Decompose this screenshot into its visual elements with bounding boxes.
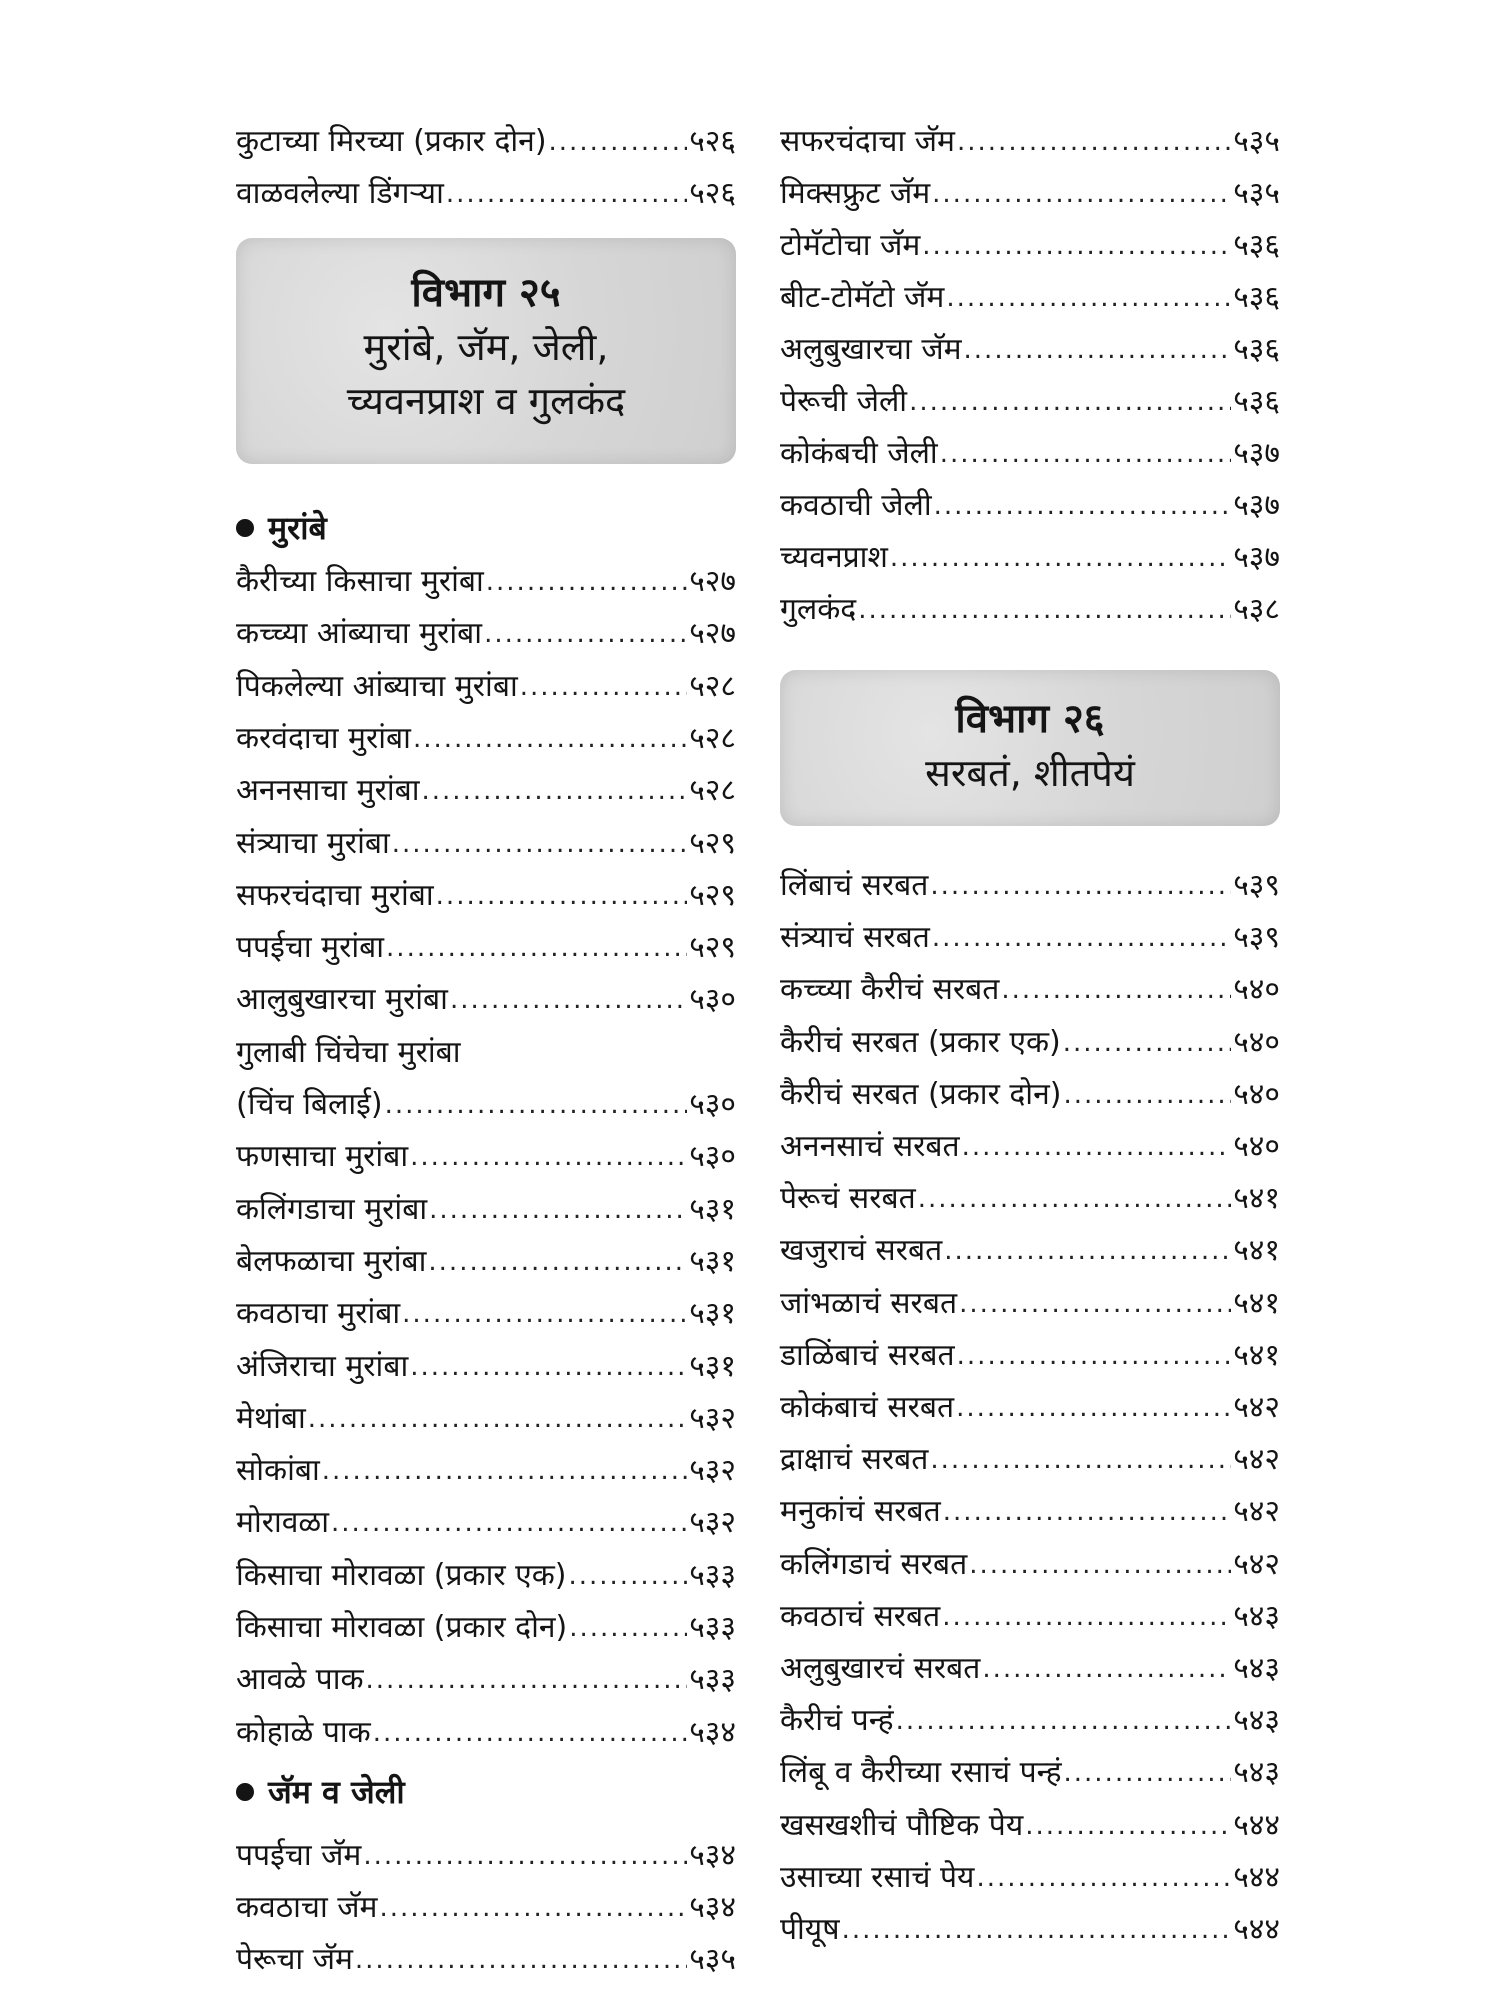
entry-title: कोकंबची जेली (780, 436, 938, 471)
toc-entry (780, 108, 1280, 160)
entry-title: सफरचंदाचा जॅम (780, 124, 955, 159)
entry-page-number: ५३६ (1233, 280, 1280, 315)
entry-title: द्राक्षाचं सरबत (780, 1442, 929, 1478)
entry-page-number: ५३२ (689, 1505, 736, 1541)
dot-leader (450, 982, 687, 1018)
toc-entry (780, 1635, 1280, 1687)
entry-title: खसखशीचं पौष्टिक पेय (780, 1807, 1024, 1843)
toc-entry (236, 653, 736, 705)
entry-page-number: ५३० (689, 1139, 736, 1175)
toc-entry (236, 1123, 736, 1175)
toc-entry (780, 1792, 1280, 1844)
section-heading: विभाग २६ (955, 696, 1105, 742)
toc-entry (780, 316, 1280, 368)
entry-title: पपईचा जॅम (236, 1838, 362, 1873)
dot-leader (940, 436, 1231, 472)
entry-page-number: ५३५ (689, 1942, 736, 1977)
entry-page-number: ५३० (689, 1087, 736, 1122)
dot-leader (355, 1942, 687, 1978)
dot-leader (392, 826, 687, 862)
dot-leader (956, 1390, 1231, 1426)
toc-entry (236, 1071, 736, 1123)
entry-page-number: ५२९ (689, 877, 736, 913)
entry-title: मोरावळा (236, 1505, 329, 1541)
section-box-26 (780, 670, 1280, 826)
entry-title: अननसाचं सरबत (780, 1129, 960, 1164)
dot-leader (944, 1233, 1231, 1269)
entry-title: मिक्सफ्रुट जॅम (780, 176, 931, 211)
toc-entry (236, 966, 736, 1018)
entry-title: बीट-टोमॅटो जॅम (780, 280, 945, 315)
entry-page-number: ५३७ (1233, 488, 1280, 523)
entry-page-number: ५३८ (1233, 592, 1280, 627)
section-heading: विभाग २५ (411, 270, 561, 316)
entry-page-number: ५४० (1233, 972, 1280, 1008)
dot-leader (402, 1296, 687, 1332)
subheading-jam-jelly (236, 1770, 405, 1813)
toc-entry (780, 160, 1280, 212)
entry-page-number: ५२९ (689, 930, 736, 966)
entry-title: संत्र्याचं सरबत (780, 920, 930, 956)
entry-page-number: ५२६ (689, 176, 736, 211)
entry-page-number: ५४२ (1233, 1546, 1280, 1582)
entry-title: कैरीच्या किसाचा मुरांबा (236, 564, 484, 599)
entry-page-number: ५३२ (689, 1400, 736, 1436)
toc-entry (236, 1594, 736, 1646)
entry-title: पिकलेल्या आंब्याचा मुरांबा (236, 668, 518, 704)
entry-page-number: ५२८ (689, 773, 736, 809)
entry-page-number: ५४० (1233, 1024, 1280, 1060)
dot-leader (932, 176, 1231, 212)
toc-entry (780, 264, 1280, 316)
toc-entry (780, 1844, 1280, 1896)
entry-title: बेलफळाचा मुरांबा (236, 1243, 427, 1279)
dot-leader (363, 1838, 687, 1874)
dot-leader (386, 930, 687, 966)
entry-page-number: ५३१ (689, 1296, 736, 1332)
entry-title: कच्च्या कैरीचं सरबत (780, 972, 1000, 1008)
entry-page-number: ५२७ (689, 564, 736, 599)
toc-entry (236, 1646, 736, 1698)
toc-entry (236, 1822, 736, 1874)
entry-page-number: ५४३ (1233, 1703, 1280, 1739)
dot-leader (410, 1139, 687, 1175)
toc-entry (780, 1583, 1280, 1635)
dot-leader (484, 616, 687, 652)
dot-leader (379, 1890, 687, 1926)
entry-title: कुटाच्या मिरच्या (प्रकार दोन) (236, 124, 547, 159)
entry-title: पेरूचं सरबत (780, 1181, 916, 1217)
toc-entry (236, 1437, 736, 1489)
toc-entry (780, 1739, 1280, 1791)
dot-leader (436, 878, 688, 914)
entry-page-number: ५४१ (1233, 1285, 1280, 1321)
toc-entry (780, 956, 1280, 1008)
toc-entry (780, 1113, 1280, 1165)
entry-page-number: ५४१ (1233, 1181, 1280, 1217)
section-title-line: मुरांबे, जॅम, जेली, (363, 325, 609, 369)
bullet-icon (236, 519, 254, 537)
entry-title: करवंदाचा मुरांबा (236, 720, 411, 756)
entry-page-number: ५३३ (689, 1610, 736, 1645)
entry-title: कलिंगडाचं सरबत (780, 1546, 968, 1582)
toc-entry (780, 576, 1280, 628)
toc-entry (236, 160, 736, 212)
entry-title: डाळिंबाचं सरबत (780, 1337, 955, 1373)
toc-entry (236, 600, 736, 652)
entry-title: कवठाचा मुरांबा (236, 1296, 401, 1332)
dot-leader (922, 228, 1231, 264)
toc-entry (780, 852, 1280, 904)
toc-entry (236, 862, 736, 914)
entry-page-number: ५३० (689, 982, 736, 1018)
entry-title: खजुराचं सरबत (780, 1233, 943, 1269)
entry-page-number: ५२७ (689, 616, 736, 652)
dot-leader (934, 488, 1232, 524)
entry-title: कोकंबाचं सरबत (780, 1390, 955, 1425)
section-title-line: सरबतं, शीतपेयं (925, 751, 1135, 795)
entry-page-number: ५४२ (1233, 1390, 1280, 1425)
dot-leader (842, 1912, 1232, 1948)
toc-entry (780, 1531, 1280, 1583)
toc-entry (780, 524, 1280, 576)
entry-page-number: ५३१ (689, 1243, 736, 1279)
dot-leader (943, 1494, 1231, 1530)
toc-entry (780, 1165, 1280, 1217)
toc-entry (780, 1322, 1280, 1374)
dot-leader (446, 176, 687, 212)
dot-leader (385, 1087, 688, 1123)
dot-leader (422, 773, 688, 809)
entry-title: पेरूची जेली (780, 384, 908, 419)
entry-title: अननसाचा मुरांबा (236, 773, 420, 809)
dot-leader (858, 592, 1231, 628)
entry-title: (चिंच बिलाई) (236, 1087, 383, 1122)
toc-entry (236, 548, 736, 600)
dot-leader (410, 1349, 687, 1385)
entry-title: संत्र्याचा मुरांबा (236, 825, 390, 861)
entry-page-number: ५४१ (1233, 1337, 1280, 1373)
entry-title: आवळे पाक (236, 1662, 364, 1698)
toc-entry (236, 705, 736, 757)
toc-entry (780, 1009, 1280, 1061)
dot-leader (959, 1286, 1231, 1322)
dot-leader (520, 669, 687, 705)
subheading-label: मुरांबे (268, 509, 327, 547)
entry-page-number: ५३६ (1233, 228, 1280, 263)
dot-leader (1025, 1808, 1231, 1844)
entry-title: गुलाबी चिंचेचा मुरांबा (236, 1034, 461, 1070)
entry-title: टोमॅटोचा जॅम (780, 228, 921, 263)
toc-entry (780, 1374, 1280, 1426)
entry-page-number: ५३६ (1233, 332, 1280, 367)
toc-entry (780, 368, 1280, 420)
toc-entry (236, 1874, 736, 1926)
subheading-label: जॅम व जेली (268, 1773, 405, 1811)
toc-entry (236, 914, 736, 966)
toc-entry (236, 1542, 736, 1594)
entry-page-number: ५२६ (689, 124, 736, 159)
entry-page-number: ५३२ (689, 1453, 736, 1489)
dot-leader (413, 721, 687, 757)
dot-leader (964, 332, 1232, 368)
entry-page-number: ५३६ (1233, 384, 1280, 419)
entry-title: अंजिराचा मुरांबा (236, 1348, 409, 1384)
dot-leader (1064, 1755, 1232, 1791)
entry-page-number: ५४४ (1233, 1807, 1280, 1843)
entry-title: मेथांबा (236, 1400, 306, 1436)
entry-title: किसाचा मोरावळा (प्रकार एक) (236, 1557, 567, 1593)
dot-leader (322, 1453, 687, 1489)
dot-leader (549, 124, 688, 160)
entry-page-number: ५२८ (689, 720, 736, 756)
entry-title: फणसाचा मुरांबा (236, 1139, 409, 1175)
dot-leader (486, 564, 687, 600)
toc-entry (780, 904, 1280, 956)
toc-entry (780, 1478, 1280, 1530)
entry-title: अलुबुखारचा जॅम (780, 332, 962, 367)
entry-title: कवठाची जेली (780, 488, 932, 523)
entry-page-number: ५३९ (1233, 868, 1280, 903)
dot-leader (976, 1860, 1231, 1896)
toc-entry (236, 1280, 736, 1332)
entry-page-number: ५४४ (1233, 1912, 1280, 1947)
dot-leader (932, 920, 1231, 956)
dot-leader (429, 1192, 687, 1228)
dot-leader (957, 1338, 1232, 1374)
entry-title: कवठाचं सरबत (780, 1598, 941, 1634)
toc-entry (236, 1926, 736, 1978)
dot-leader (366, 1662, 688, 1698)
entry-title: कैरीचं पन्हं (780, 1703, 894, 1739)
toc-entry (780, 1270, 1280, 1322)
entry-page-number: ५३७ (1233, 540, 1280, 575)
entry-title: पपईचा मुरांबा (236, 930, 385, 966)
section-title-line: च्यवनप्राश व गुलकंद (346, 379, 626, 423)
entry-page-number: ५२८ (689, 668, 736, 704)
dot-leader (1001, 972, 1231, 1008)
entry-title: कच्च्या आंब्याचा मुरांबा (236, 616, 483, 652)
entry-title: सोकांबा (236, 1453, 320, 1489)
dot-leader (969, 1547, 1231, 1583)
entry-title: वाळवलेल्या डिंगऱ्या (236, 176, 444, 211)
entry-page-number: ५४२ (1233, 1442, 1280, 1478)
toc-entry (780, 1426, 1280, 1478)
entry-page-number: ५४४ (1233, 1859, 1280, 1895)
entry-title: कोहाळे पाक (236, 1714, 371, 1750)
entry-title: कवठाचा जॅम (236, 1890, 378, 1925)
toc-entry (780, 420, 1280, 472)
toc-entry (236, 1019, 736, 1071)
entry-title: लिंबाचं सरबत (780, 868, 929, 903)
entry-title: आलुबुखारचा मुरांबा (236, 982, 448, 1018)
entry-page-number: ५३४ (689, 1890, 736, 1925)
dot-leader (957, 124, 1231, 160)
toc-entry (236, 1699, 736, 1751)
dot-leader (930, 868, 1231, 904)
toc-entry (236, 810, 736, 862)
toc-entry (780, 1896, 1280, 1948)
dot-leader (946, 280, 1231, 316)
entry-page-number: ५४३ (1233, 1651, 1280, 1686)
toc-entry (236, 108, 736, 160)
entry-title: लिंबू व कैरीच्या रसाचं पन्हं (780, 1755, 1062, 1791)
dot-leader (982, 1651, 1231, 1687)
entry-title: कैरीचं सरबत (प्रकार दोन) (780, 1076, 1062, 1112)
toc-entry (236, 1385, 736, 1437)
entry-title: उसाच्या रसाचं पेय (780, 1859, 975, 1895)
entry-page-number: ५४३ (1233, 1598, 1280, 1634)
dot-leader (569, 1610, 687, 1646)
entry-page-number: ५४२ (1233, 1494, 1280, 1530)
bullet-icon (236, 1783, 254, 1801)
toc-entry (780, 472, 1280, 524)
dot-leader (909, 384, 1231, 420)
entry-page-number: ५३९ (1233, 920, 1280, 956)
subheading-murambe (236, 506, 327, 549)
entry-page-number: ५३५ (1233, 176, 1280, 211)
entry-title: कैरीचं सरबत (प्रकार एक) (780, 1024, 1061, 1060)
toc-entry (236, 1176, 736, 1228)
toc-entry (780, 1061, 1280, 1113)
entry-page-number: ५३५ (1233, 124, 1280, 159)
dot-leader (1063, 1025, 1231, 1061)
dot-leader (930, 1442, 1231, 1478)
entry-page-number: ५२९ (689, 825, 736, 861)
dot-leader (962, 1129, 1232, 1165)
toc-entry (236, 1489, 736, 1541)
entry-page-number: ५३४ (689, 1714, 736, 1750)
dot-leader (896, 1703, 1232, 1739)
entry-page-number: ५३३ (689, 1557, 736, 1593)
dot-leader (308, 1401, 687, 1437)
dot-leader (942, 1599, 1231, 1635)
toc-entry (236, 1333, 736, 1385)
entry-page-number: ५४३ (1233, 1755, 1280, 1791)
section-box-25 (236, 238, 736, 464)
entry-page-number: ५३४ (689, 1838, 736, 1873)
dot-leader (331, 1505, 687, 1541)
entry-title: च्यवनप्राश (780, 540, 888, 575)
dot-leader (373, 1715, 687, 1751)
toc-entry (780, 1687, 1280, 1739)
entry-title: गुलकंद (780, 592, 857, 627)
toc-entry (780, 1217, 1280, 1269)
dot-leader (918, 1181, 1231, 1217)
entry-page-number: ५३१ (689, 1348, 736, 1384)
entry-page-number: ५४० (1233, 1076, 1280, 1112)
entry-page-number: ५३७ (1233, 436, 1280, 471)
toc-entry (236, 1228, 736, 1280)
toc-entry (780, 212, 1280, 264)
entry-title: कलिंगडाचा मुरांबा (236, 1191, 428, 1227)
entry-title: पेरूचा जॅम (236, 1942, 353, 1977)
toc-entry (236, 757, 736, 809)
entry-page-number: ५३१ (689, 1191, 736, 1227)
dot-leader (568, 1558, 687, 1594)
entry-page-number: ५३३ (689, 1662, 736, 1698)
dot-leader (1063, 1077, 1231, 1113)
dot-leader (890, 540, 1231, 576)
entry-page-number: ५४१ (1233, 1233, 1280, 1269)
entry-title: किसाचा मोरावळा (प्रकार दोन) (236, 1610, 568, 1645)
dot-leader (428, 1244, 687, 1280)
entry-title: पीयूष (780, 1912, 840, 1947)
entry-page-number: ५४० (1233, 1129, 1280, 1164)
entry-title: जांभळाचं सरबत (780, 1285, 958, 1321)
entry-title: मनुकांचं सरबत (780, 1494, 941, 1530)
entry-title: सफरचंदाचा मुरांबा (236, 877, 434, 913)
entry-title: अलुबुखारचं सरबत (780, 1651, 981, 1686)
